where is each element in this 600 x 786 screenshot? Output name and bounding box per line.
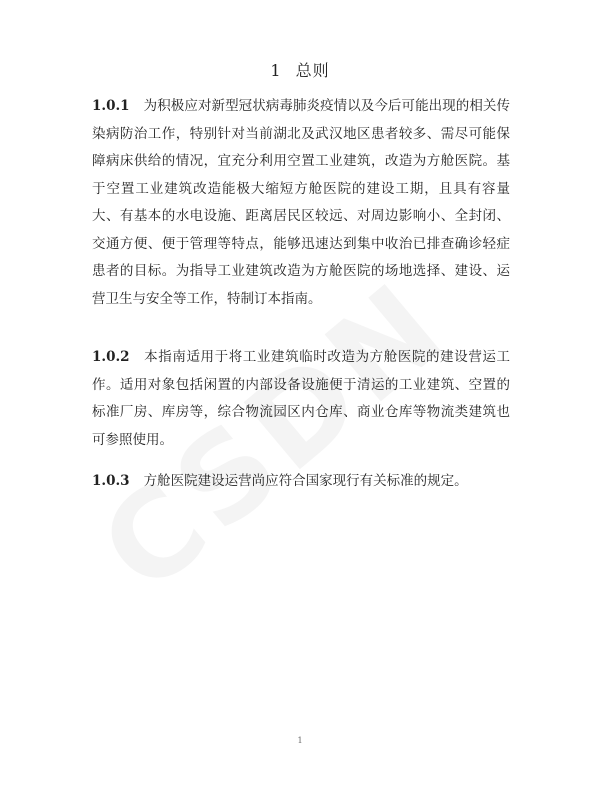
clause-id: 1.0.1 (92, 98, 130, 114)
section-number: 1 (270, 61, 282, 80)
page-number: 1 (297, 736, 303, 745)
clause-text: 为积极应对新型冠状病毒肺炎疫情以及今后可能出现的相关传染病防治工作，特别针对当前湖北及武汉地区患者较多、需尽可能保障病床供给的情况，宜充分利用空置工业建筑，改造为方舱医院。基于空置工业建筑改造能极大缩短方舱医院的建设工期，且具有容量大、有基本的水电设施、距离居民区较远、对周边影响小、全封闭、交通方便、便于管理等特点，能够迅速达到集中收治已排查确诊轻症患者的目标。为指导工业建筑改造为方舱医院的场地选择、建设、运营卫生与安全等工作，特制订本指南。 (92, 98, 510, 307)
clause-text: 方舱医院建设运营尚应符合国家现行有关标准的规定。 (143, 473, 468, 489)
clause-id: 1.0.2 (92, 349, 130, 365)
clause-1-0-3 (92, 468, 510, 496)
clause-1-0-2 (92, 344, 510, 454)
clause-text: 本指南适用于将工业建筑临时改造为方舱医院的建设营运工作。适用对象包括闲置的内部设备设施便于清运的工业建筑、空置的标准厂房、库房等，综合物流园区内仓库、商业仓库等物流类建筑也可参照使用。 (92, 349, 510, 448)
clause-id: 1.0.3 (92, 473, 130, 489)
clause-1-0-1 (92, 93, 510, 313)
section-heading (0, 58, 600, 81)
section-title: 总则 (295, 61, 330, 80)
